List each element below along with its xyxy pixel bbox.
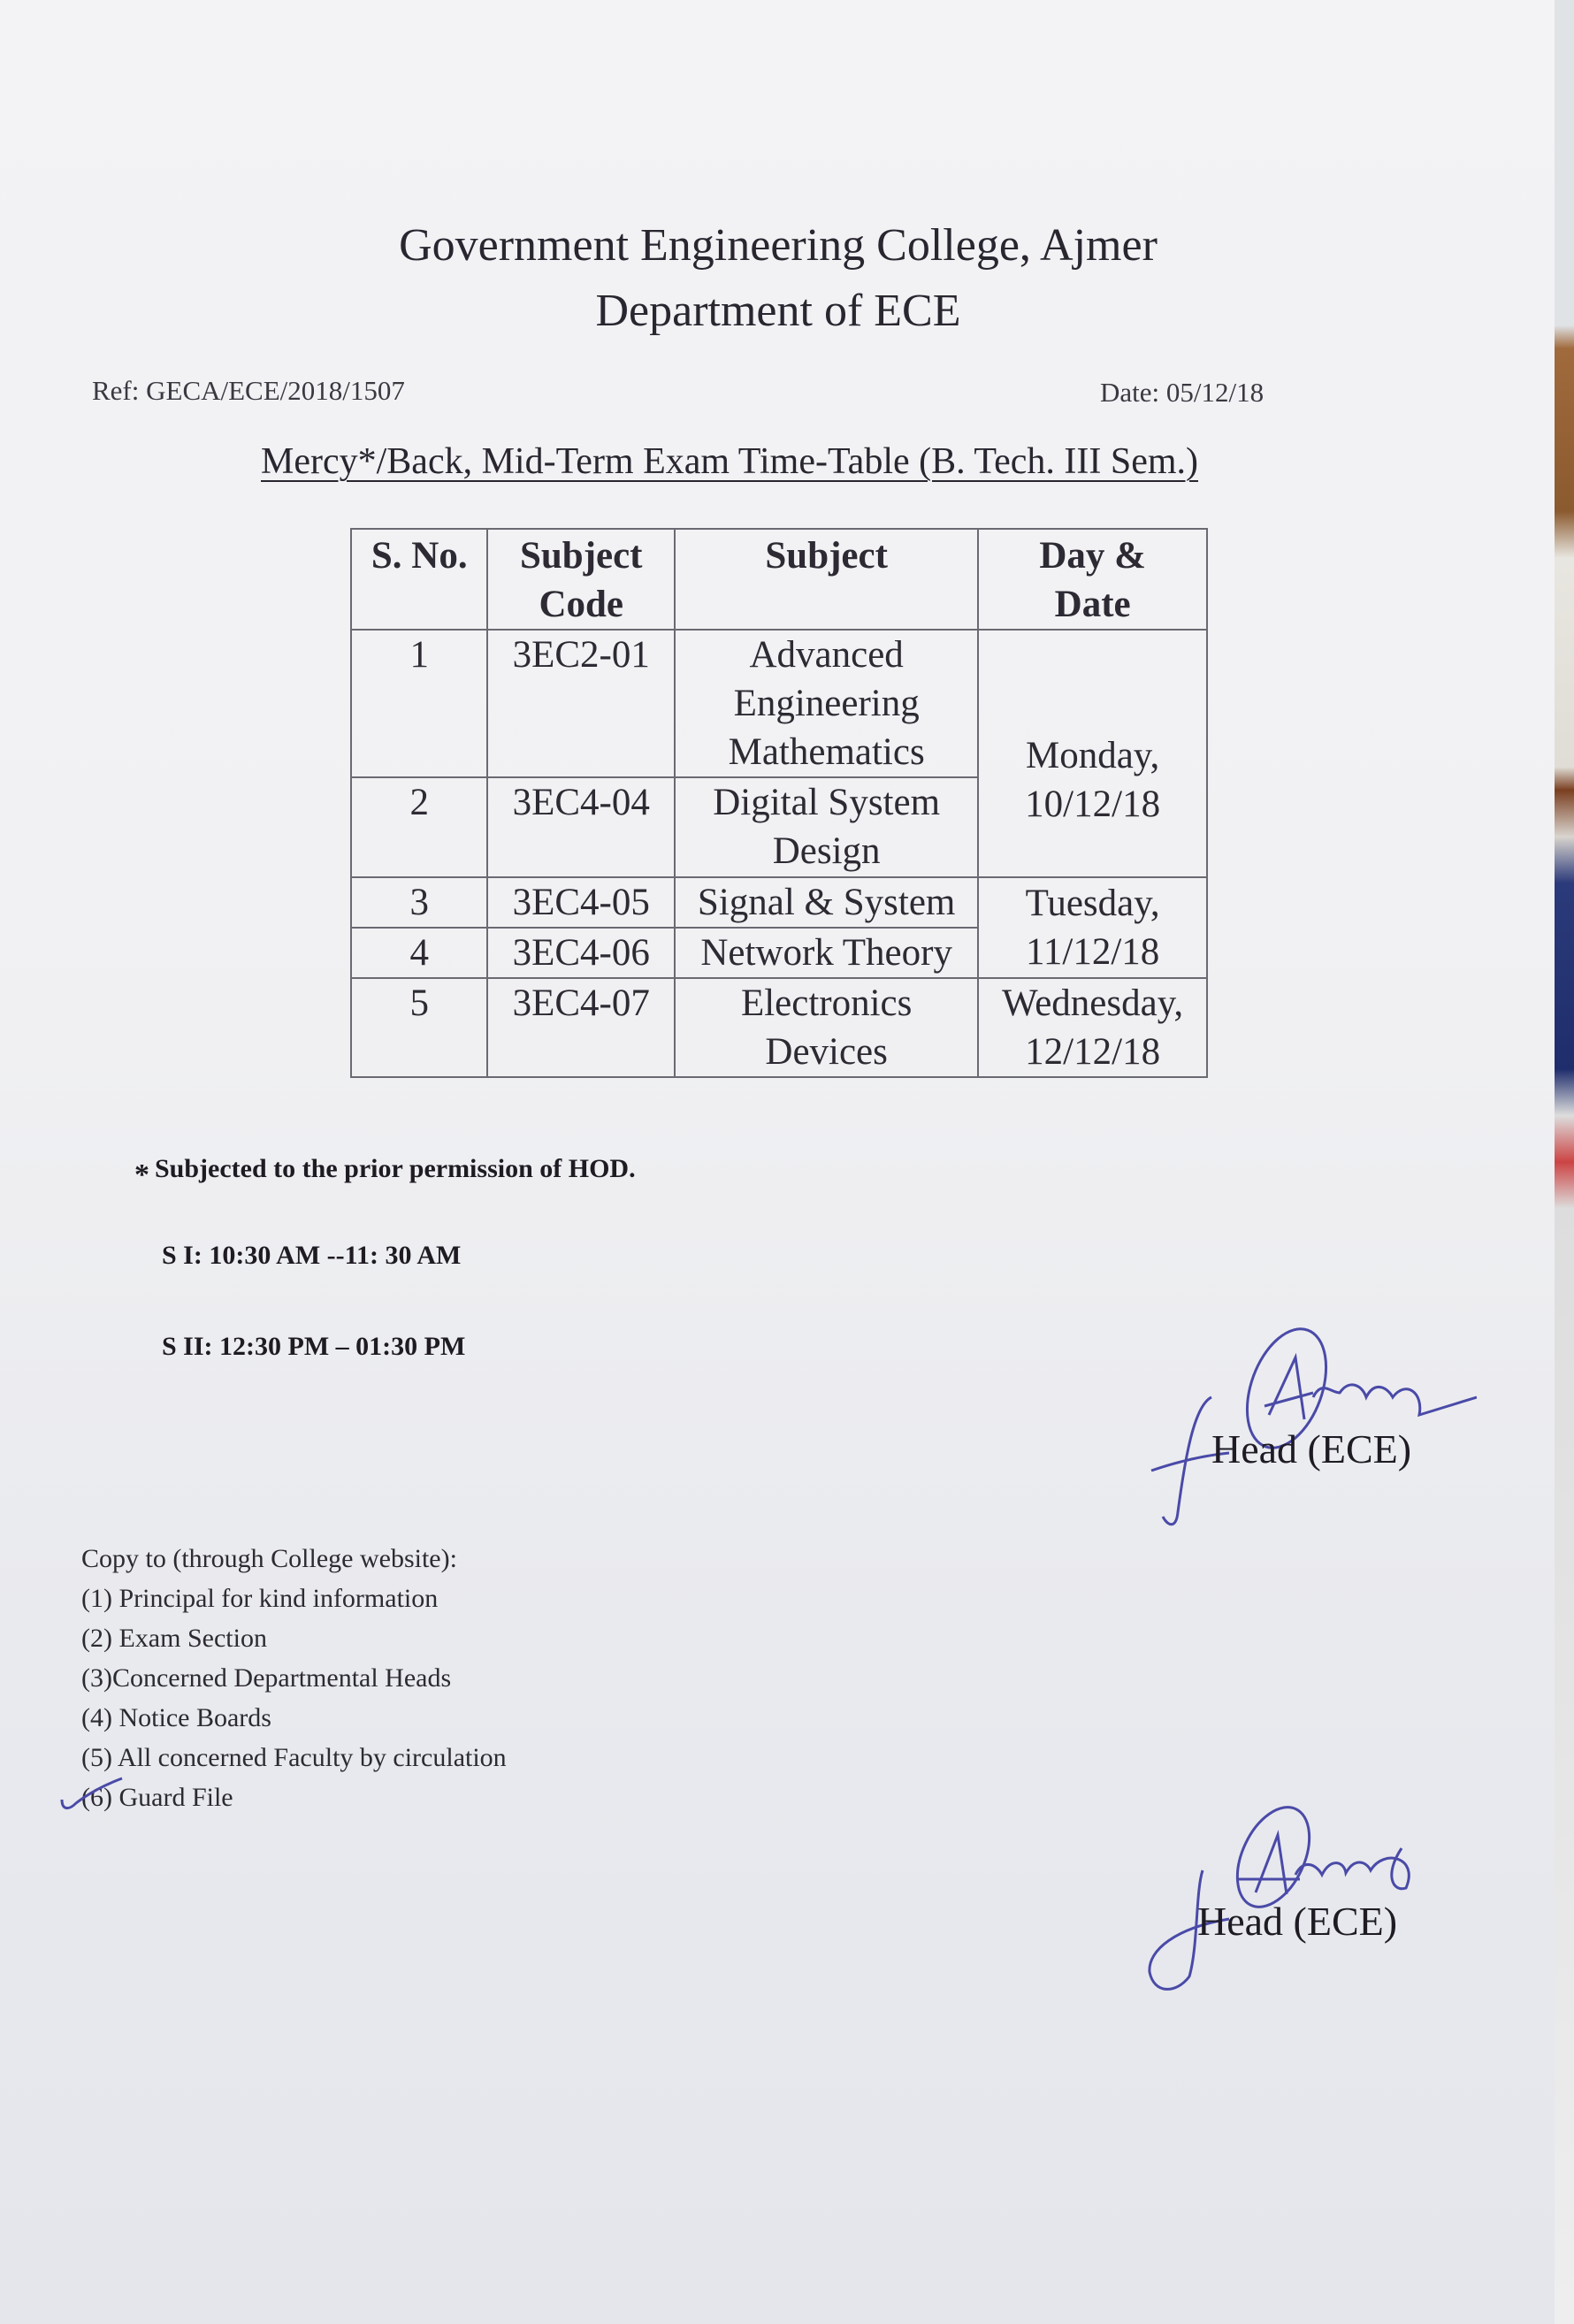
header-subject: Subject — [675, 529, 978, 630]
cell-sno: 1 — [351, 630, 487, 777]
cell-sno: 2 — [351, 777, 487, 877]
header-sno: S. No. — [351, 529, 487, 630]
signatory-designation: Head (ECE) — [1211, 1426, 1412, 1472]
cell-subject: Digital System Design — [675, 777, 978, 877]
copy-to-item: (5) All concerned Faculty by circulation — [81, 1743, 507, 1772]
timetable-subtitle: Mercy*/Back, Mid-Term Exam Time-Table (B. Tech. III Sem.) — [261, 441, 1198, 482]
cell-subject: Electronics Devices — [675, 978, 978, 1077]
table-row — [351, 978, 1207, 1077]
cell-day-date: Wednesday, 12/12/18 — [978, 978, 1207, 1077]
cell-code: 3EC4-04 — [487, 777, 675, 877]
signatory-designation: Head (ECE) — [1197, 1899, 1398, 1944]
table-row — [351, 877, 1207, 928]
session-two-time: S II: 12:30 PM – 01:30 PM — [162, 1332, 466, 1361]
cell-sno: 4 — [351, 928, 487, 978]
cell-sno: 3 — [351, 877, 487, 928]
session-one-time: S I: 10:30 AM --11: 30 AM — [162, 1241, 462, 1270]
cell-subject: Network Theory — [675, 928, 978, 978]
footnote: * Subjected to the prior permission of HOD. — [134, 1154, 636, 1191]
exam-timetable — [350, 528, 1208, 1078]
cell-subject: Signal & System — [675, 877, 978, 928]
header-code: Subject Code — [487, 529, 675, 630]
checkmark-icon — [57, 1773, 127, 1817]
background-edge — [1555, 0, 1574, 2324]
cell-day-date: Tuesday, 11/12/18 — [978, 877, 1207, 978]
copy-to-item: (1) Principal for kind information — [81, 1584, 439, 1613]
asterisk-icon: * — [134, 1158, 149, 1191]
cell-code: 3EC4-06 — [487, 928, 675, 978]
cell-code: 3EC4-05 — [487, 877, 675, 928]
table-header-row — [351, 529, 1207, 630]
signature-icon — [1123, 1309, 1477, 1530]
copy-to-item: (2) Exam Section — [81, 1624, 267, 1653]
copy-to-item: (4) Notice Boards — [81, 1703, 271, 1732]
cell-sno: 5 — [351, 978, 487, 1077]
copy-to-item: (3)Concerned Departmental Heads — [81, 1663, 452, 1693]
document-date: Date: 05/12/18 — [1100, 377, 1265, 408]
cell-code: 3EC4-07 — [487, 978, 675, 1077]
institution-title: Government Engineering College, Ajmer — [399, 220, 1158, 271]
header-day-date: Day & Date — [978, 529, 1207, 630]
cell-code: 3EC2-01 — [487, 630, 675, 777]
copy-to-item: (6) Guard File — [81, 1783, 233, 1812]
department-title: Department of ECE — [595, 286, 961, 336]
table-row — [351, 630, 1207, 777]
reference-number: Ref: GECA/ECE/2018/1507 — [92, 375, 405, 406]
cell-subject: Advanced Engineering Mathematics — [675, 630, 978, 777]
copy-to-heading: Copy to (through College website): — [81, 1544, 457, 1573]
cell-day-date: Monday, 10/12/18 — [978, 630, 1207, 877]
